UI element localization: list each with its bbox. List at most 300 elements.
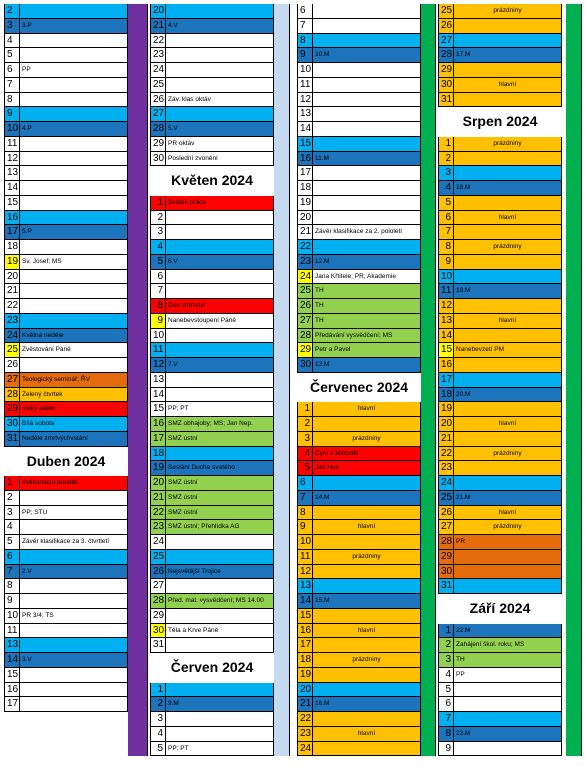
day-number: 14 [4, 181, 20, 196]
day-note: Bílá sobota [20, 417, 128, 432]
day-note: hlavní [454, 417, 562, 432]
day-note: prázdniny [313, 653, 421, 668]
day-number: 14 [150, 388, 166, 403]
day-note: hlavní [313, 520, 421, 535]
day-note [20, 491, 128, 506]
day-note: SMZ ústní; Přehlídka AG [166, 520, 274, 535]
day-number: 27 [150, 579, 166, 594]
day-note [166, 78, 274, 93]
day-note: PR [454, 535, 562, 550]
day-note [166, 329, 274, 344]
day-number: 1 [150, 683, 166, 698]
day-number: 16 [4, 683, 20, 698]
day-number: 23 [297, 727, 313, 742]
day-note [313, 742, 421, 757]
day-note: Cyril a Metoděj [313, 447, 421, 462]
day-note [166, 107, 274, 122]
day-note: 9.M [166, 697, 274, 712]
day-number: 25 [438, 491, 454, 506]
day-note [454, 402, 562, 417]
day-note [454, 358, 562, 373]
day-note: Nejsvětější Trojice [166, 565, 274, 580]
day-number: 19 [4, 255, 20, 270]
day-note [454, 299, 562, 314]
day-number: 28 [150, 122, 166, 137]
day-note: Zahájení škol. roku; MS [454, 638, 562, 653]
day-note [454, 476, 562, 491]
day-number: 17 [4, 697, 20, 712]
day-number: 5 [438, 683, 454, 698]
day-note [454, 196, 562, 211]
day-number: 2 [438, 152, 454, 167]
day-number: 16 [297, 624, 313, 639]
day-note: prázdniny [454, 520, 562, 535]
day-note [166, 727, 274, 742]
day-note [454, 34, 562, 49]
day-number: 6 [4, 550, 20, 565]
day-note: 11.M [313, 152, 421, 167]
day-note [20, 638, 128, 653]
day-number: 29 [438, 550, 454, 565]
day-note: 14.M [313, 491, 421, 506]
day-note [166, 343, 274, 358]
day-note: 21.M [454, 491, 562, 506]
day-number: 5 [150, 255, 166, 270]
day-note [313, 565, 421, 580]
day-note [20, 181, 128, 196]
day-number: 5 [4, 48, 20, 63]
day-number: 6 [297, 476, 313, 491]
day-number: 2 [297, 417, 313, 432]
day-number: 3 [150, 225, 166, 240]
day-note: Den vítězství [166, 299, 274, 314]
day-number: 8 [4, 93, 20, 108]
day-note [20, 166, 128, 181]
day-number: 2 [150, 211, 166, 226]
day-note [454, 329, 562, 344]
day-number: 31 [150, 638, 166, 653]
day-note [454, 63, 562, 78]
day-number: 9 [297, 520, 313, 535]
day-note: 4.V [166, 19, 274, 34]
day-note: 13.M [313, 358, 421, 373]
day-note: PP; PT [166, 402, 274, 417]
day-note: Teologický seminář; ŘV [20, 373, 128, 388]
day-note: 7.V [166, 358, 274, 373]
day-note [166, 48, 274, 63]
day-number: 17 [150, 432, 166, 447]
day-note: Těla a Krve Páně [166, 624, 274, 639]
day-number: 13 [438, 314, 454, 329]
day-number: 25 [4, 343, 20, 358]
day-note: 10.M [313, 48, 421, 63]
day-note: 23.M [454, 727, 562, 742]
day-note: Nanebevzetí PM [454, 343, 562, 358]
day-number: 10 [4, 609, 20, 624]
day-number: 11 [150, 343, 166, 358]
day-number: 29 [150, 609, 166, 624]
day-note: hlavní [313, 624, 421, 639]
day-number: 30 [438, 78, 454, 93]
day-number: 1 [438, 624, 454, 639]
day-note: Svátek práce [166, 196, 274, 211]
day-number: 20 [297, 683, 313, 698]
day-note [20, 314, 128, 329]
day-number: 7 [438, 225, 454, 240]
day-note: 18.M [454, 181, 562, 196]
day-number: 14 [297, 122, 313, 137]
day-number: 18 [297, 181, 313, 196]
day-number: 11 [4, 137, 20, 152]
day-number: 20 [4, 270, 20, 285]
day-number: 15 [438, 343, 454, 358]
day-note: PR 3/4; TS [20, 609, 128, 624]
day-note [20, 683, 128, 698]
day-number: 25 [297, 284, 313, 299]
day-note [454, 579, 562, 594]
day-note: Sv. Josef; MS [20, 255, 128, 270]
day-number: 7 [4, 565, 20, 580]
day-number: 12 [438, 299, 454, 314]
day-note [166, 63, 274, 78]
day-number: 20 [150, 476, 166, 491]
day-note: Před. mat. vysvědčení; MS 14.00 [166, 594, 274, 609]
day-note: hlavní [313, 402, 421, 417]
day-number: 1 [297, 402, 313, 417]
day-number: 13 [297, 107, 313, 122]
month-title: Září 2024 [438, 594, 562, 624]
day-note: TH [313, 299, 421, 314]
day-number: 18 [297, 653, 313, 668]
day-number: 1 [150, 196, 166, 211]
day-number: 17 [297, 166, 313, 181]
day-note [313, 78, 421, 93]
day-note [166, 712, 274, 727]
day-note [20, 358, 128, 373]
day-number: 9 [297, 48, 313, 63]
day-number: 21 [297, 225, 313, 240]
day-note: prázdniny [454, 137, 562, 152]
column-stripe [274, 4, 290, 756]
day-number: 13 [297, 579, 313, 594]
day-number: 17 [297, 638, 313, 653]
day-note [20, 48, 128, 63]
day-number: 11 [438, 284, 454, 299]
day-note: Záv. klas oktáv [166, 93, 274, 108]
month-title: Květen 2024 [150, 166, 274, 196]
day-number: 8 [438, 727, 454, 742]
day-number: 28 [438, 535, 454, 550]
day-number: 29 [4, 402, 20, 417]
day-number: 11 [4, 624, 20, 639]
day-number: 26 [4, 358, 20, 373]
day-note [166, 447, 274, 462]
day-note: PP [20, 63, 128, 78]
day-number: 15 [4, 668, 20, 683]
day-number: 30 [297, 358, 313, 373]
day-number: 14 [297, 594, 313, 609]
day-note [20, 196, 128, 211]
day-note: prázdniny [454, 240, 562, 255]
day-note [20, 624, 128, 639]
day-number: 3 [4, 19, 20, 34]
day-number: 14 [438, 329, 454, 344]
month-title: Červenec 2024 [297, 373, 421, 403]
day-number: 24 [4, 329, 20, 344]
day-note: 5.V [166, 122, 274, 137]
day-number: 15 [297, 137, 313, 152]
day-number: 24 [297, 742, 313, 757]
day-number: 24 [150, 535, 166, 550]
day-note [313, 34, 421, 49]
day-number: 5 [150, 742, 166, 757]
day-number: 10 [438, 270, 454, 285]
column-stripe [128, 4, 148, 756]
day-number: 19 [297, 668, 313, 683]
day-note: hlavní [454, 314, 562, 329]
day-number: 23 [4, 314, 20, 329]
day-number: 16 [4, 211, 20, 226]
day-note: Petr a Pavel [313, 343, 421, 358]
day-number: 6 [297, 4, 313, 19]
day-number: 7 [297, 19, 313, 34]
day-note: Jan Hus [313, 461, 421, 476]
day-note: SMZ ústní [166, 506, 274, 521]
day-number: 4 [297, 447, 313, 462]
day-note [454, 152, 562, 167]
day-number: 9 [4, 107, 20, 122]
day-number: 4 [150, 727, 166, 742]
day-note [454, 225, 562, 240]
day-note [313, 4, 421, 19]
day-note [313, 19, 421, 34]
day-note: Předávání vysvědčení; MS [313, 329, 421, 344]
day-note: TH [313, 314, 421, 329]
day-number: 15 [150, 402, 166, 417]
day-note: PP [454, 668, 562, 683]
day-note [20, 520, 128, 535]
day-number: 4 [438, 668, 454, 683]
day-number: 27 [4, 373, 20, 388]
day-note [454, 461, 562, 476]
day-note [454, 683, 562, 698]
day-note [454, 550, 562, 565]
day-number: 3 [438, 653, 454, 668]
day-note [454, 255, 562, 270]
day-number: 19 [150, 461, 166, 476]
day-number: 12 [150, 358, 166, 373]
day-note [166, 373, 274, 388]
day-number: 29 [438, 63, 454, 78]
day-number: 16 [150, 417, 166, 432]
day-number: 19 [297, 196, 313, 211]
month-title: Červen 2024 [150, 653, 274, 683]
day-number: 10 [4, 122, 20, 137]
day-number: 20 [297, 211, 313, 226]
day-number: 13 [4, 166, 20, 181]
day-note: 15.M [313, 594, 421, 609]
day-number: 16 [438, 358, 454, 373]
day-number: 22 [297, 712, 313, 727]
day-number: 16 [297, 152, 313, 167]
day-number: 26 [150, 565, 166, 580]
day-note [166, 638, 274, 653]
day-note [454, 432, 562, 447]
day-number: 21 [150, 491, 166, 506]
day-number: 18 [150, 447, 166, 462]
day-number: 28 [150, 594, 166, 609]
day-note [166, 550, 274, 565]
day-number: 17 [4, 225, 20, 240]
day-note [313, 63, 421, 78]
day-note [166, 609, 274, 624]
day-note: Neděle zmrtvýchvstání [20, 432, 128, 447]
day-note: 5.P [20, 225, 128, 240]
day-note: hlavní [454, 506, 562, 521]
column-stripe [566, 4, 582, 756]
day-number: 28 [4, 388, 20, 403]
day-note [20, 697, 128, 712]
day-note: Poslední zvonění [166, 152, 274, 167]
day-note [20, 78, 128, 93]
day-number: 30 [438, 565, 454, 580]
day-number: 22 [438, 447, 454, 462]
day-note [166, 388, 274, 403]
day-number: 17 [438, 373, 454, 388]
day-note [20, 299, 128, 314]
day-note: SMZ ústní [166, 476, 274, 491]
day-note [454, 697, 562, 712]
day-note [20, 137, 128, 152]
day-note: Seslání Ducha svatého [166, 461, 274, 476]
day-number: 27 [297, 314, 313, 329]
day-number: 25 [150, 550, 166, 565]
day-note [20, 152, 128, 167]
day-note [313, 93, 421, 108]
day-number: 3 [4, 506, 20, 521]
day-note: 3.P [20, 19, 128, 34]
day-number: 31 [438, 93, 454, 108]
day-number: 22 [150, 34, 166, 49]
day-note [166, 34, 274, 49]
day-note: Velikonoční pondělí [20, 476, 128, 491]
day-number: 22 [150, 506, 166, 521]
day-note: PP; STU [20, 506, 128, 521]
day-number: 23 [297, 255, 313, 270]
day-note [20, 4, 128, 19]
day-note: 2.V [20, 565, 128, 580]
day-note: Zvěstování Páně [20, 343, 128, 358]
day-note: TH [313, 284, 421, 299]
day-note: Nanebevstoupení Páně [166, 314, 274, 329]
day-number: 12 [297, 565, 313, 580]
day-number: 2 [438, 638, 454, 653]
day-number: 28 [438, 48, 454, 63]
day-number: 29 [297, 343, 313, 358]
day-number: 4 [4, 520, 20, 535]
day-note [20, 550, 128, 565]
day-note [313, 535, 421, 550]
day-note [313, 712, 421, 727]
day-number: 6 [150, 270, 166, 285]
day-number: 31 [438, 579, 454, 594]
day-number: 27 [438, 34, 454, 49]
day-number: 10 [297, 535, 313, 550]
day-number: 4 [438, 181, 454, 196]
day-number: 27 [438, 520, 454, 535]
month-title: Duben 2024 [4, 447, 128, 477]
day-number: 10 [297, 63, 313, 78]
day-note: hlavní [313, 727, 421, 742]
day-number: 1 [4, 476, 20, 491]
day-number: 22 [297, 240, 313, 255]
day-number: 3 [297, 432, 313, 447]
day-number: 19 [438, 402, 454, 417]
day-number: 24 [297, 270, 313, 285]
day-number: 27 [150, 107, 166, 122]
day-note [313, 683, 421, 698]
day-number: 8 [4, 579, 20, 594]
day-note [166, 225, 274, 240]
day-number: 9 [4, 594, 20, 609]
day-note: 19.M [454, 284, 562, 299]
day-note [454, 712, 562, 727]
day-note [454, 19, 562, 34]
day-note [313, 137, 421, 152]
day-number: 7 [438, 712, 454, 727]
day-note [20, 211, 128, 226]
day-note [313, 181, 421, 196]
day-number: 30 [150, 152, 166, 167]
day-note: Zelený čtvrtek [20, 388, 128, 403]
day-note [166, 211, 274, 226]
day-note: Velký pátek [20, 402, 128, 417]
day-number: 18 [4, 240, 20, 255]
day-note [20, 34, 128, 49]
day-number: 25 [150, 78, 166, 93]
day-note: 16.M [313, 697, 421, 712]
day-note [313, 211, 421, 226]
day-note [313, 609, 421, 624]
day-note [313, 476, 421, 491]
day-note [20, 240, 128, 255]
day-number: 1 [438, 137, 454, 152]
day-note: TH [454, 653, 562, 668]
day-note: SMZ obhajoby; MS; Jan Nep. [166, 417, 274, 432]
day-note [313, 196, 421, 211]
day-number: 11 [297, 550, 313, 565]
day-number: 26 [297, 299, 313, 314]
day-number: 22 [4, 299, 20, 314]
day-number: 26 [438, 506, 454, 521]
day-number: 5 [438, 196, 454, 211]
day-note [454, 742, 562, 757]
day-number: 26 [150, 93, 166, 108]
day-note [20, 270, 128, 285]
day-note [166, 4, 274, 19]
day-number: 9 [438, 742, 454, 757]
day-number: 12 [297, 93, 313, 108]
day-note: PP; PT [166, 742, 274, 757]
day-number: 15 [4, 196, 20, 211]
day-number: 5 [4, 535, 20, 550]
day-number: 2 [150, 697, 166, 712]
day-number: 4 [150, 240, 166, 255]
day-note [20, 579, 128, 594]
day-number: 25 [438, 4, 454, 19]
day-number: 3 [150, 712, 166, 727]
day-note: prázdniny [313, 432, 421, 447]
